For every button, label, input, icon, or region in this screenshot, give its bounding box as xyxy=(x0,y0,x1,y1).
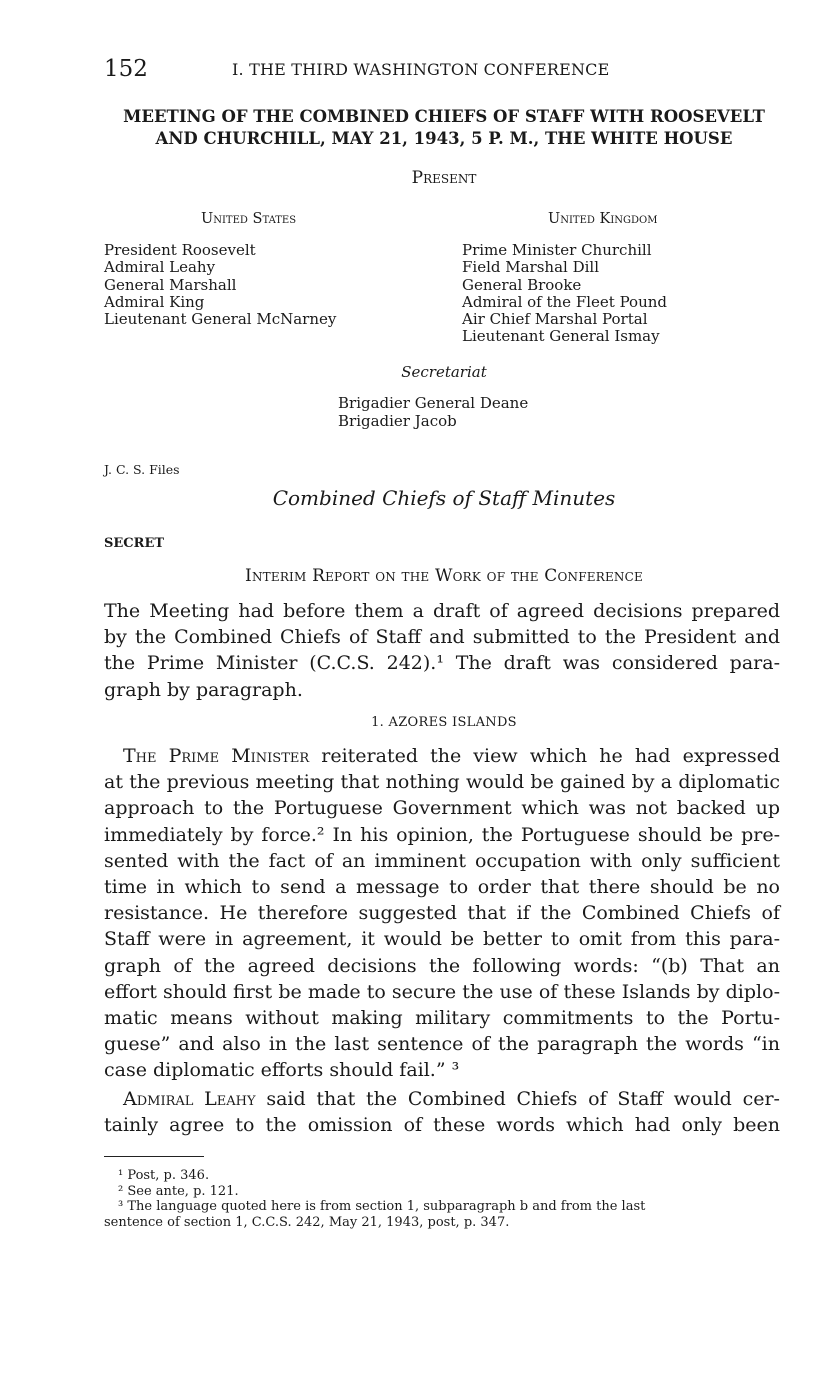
paragraph-prime-minister xyxy=(104,743,780,1084)
text-line: effort should first be made to secure the use of these Islands by diplo- xyxy=(104,980,780,1003)
source-note: J. C. S. Files xyxy=(104,462,180,477)
secretariat-name: Brigadier General Deane xyxy=(338,394,529,412)
text-line: graph by paragraph. xyxy=(104,678,303,701)
text-line: sented with the fact of an imminent occupation with only sufficient xyxy=(104,849,780,872)
text-line: by the Combined Chiefs of Staff and submitted to the President and xyxy=(104,626,780,649)
footnote-continuation: sentence of section 1, C.C.S. 242, May 21, 1943, post, p. 347. xyxy=(104,1214,510,1230)
attendee-name: Field Marshal Dill xyxy=(462,258,600,277)
secretariat-members xyxy=(338,394,528,430)
text-line: at the previous meeting that nothing would be gained by a diplomatic xyxy=(104,771,780,794)
attendee-name: President Roosevelt xyxy=(104,241,256,259)
text-fragment: said that the Combined Chiefs of Staff would cer- xyxy=(255,1088,780,1110)
footnote-divider xyxy=(104,1156,204,1157)
text-line xyxy=(104,1086,780,1112)
text-line: tainly agree to the omission of these words which had only been xyxy=(104,1114,780,1137)
footnote: ³ The language quoted here is from section 1, subparagraph b and from the last xyxy=(118,1199,646,1214)
text-line: time in which to send a message to order that there should be no xyxy=(104,876,780,899)
footnotes xyxy=(104,1168,784,1230)
running-head: I. THE THIRD WASHINGTON CONFERENCE xyxy=(232,60,610,79)
text-line xyxy=(104,743,780,769)
text-fragment: reiterated the view which he had expressed xyxy=(309,745,780,767)
text-line: case diplomatic efforts should fail.” ³ xyxy=(104,1059,460,1082)
attendee-name: General Brooke xyxy=(462,275,582,294)
text-line: graph of the agreed decisions the following words: “(b) That an xyxy=(104,954,780,977)
speaker-name: The Prime Minister xyxy=(123,745,310,767)
text-line: resistance. He therefore suggested that if the Combined Chiefs of xyxy=(104,902,780,925)
report-heading: Interim Report on the Work of the Conference xyxy=(245,566,643,586)
text-line: Staff were in agreement, it would be better to omit from this para- xyxy=(104,928,780,951)
attendee-name: Admiral Leahy xyxy=(104,258,216,277)
text-line: approach to the Portuguese Government which was not backed up xyxy=(104,797,780,820)
united-states-attendees xyxy=(104,242,336,328)
footnote: ² See ante, p. 121. xyxy=(118,1183,239,1199)
attendee-name: Lieutenant General McNarney xyxy=(104,310,337,329)
document-title: Combined Chiefs of Staff Minutes xyxy=(272,486,616,510)
attendee-name: Prime Minister Churchill xyxy=(462,241,652,259)
attendee-name: Lieutenant General Ismay xyxy=(462,327,660,346)
classification-label: SECRET xyxy=(104,536,165,551)
text-line: The Meeting had before them a draft of agreed decisions prepared xyxy=(104,600,780,622)
meeting-title-line: MEETING OF THE COMBINED CHIEFS OF STAFF WITH ROOSEVELT xyxy=(123,107,765,126)
speaker-name: Admiral Leahy xyxy=(123,1088,256,1110)
meeting-title-line: AND CHURCHILL, MAY 21, 1943, 5 P. M., THE WHITE HOUSE xyxy=(155,129,733,148)
meeting-title xyxy=(104,106,784,150)
united-kingdom-heading: United Kingdom xyxy=(548,211,658,227)
secretariat-name: Brigadier Jacob xyxy=(338,412,457,430)
paragraph-intro xyxy=(104,598,780,703)
attendee-name: Air Chief Marshal Portal xyxy=(462,310,648,329)
attendee-name: Admiral King xyxy=(104,292,205,311)
text-line: the Prime Minister (C.C.S. 242).¹ The draft was considered para- xyxy=(104,652,780,675)
text-line: matic means without making military commitments to the Portu- xyxy=(104,1007,780,1030)
section-heading: 1. AZORES ISLANDS xyxy=(371,715,517,730)
united-states-heading: United States xyxy=(201,211,297,227)
united-kingdom-attendees xyxy=(462,242,667,346)
text-line: guese” and also in the last sentence of the paragraph the words “in xyxy=(104,1033,780,1056)
paragraph-leahy xyxy=(104,1086,780,1138)
page-number: 152 xyxy=(104,56,148,82)
secretariat-heading: Secretariat xyxy=(401,363,487,381)
footnote: ¹ Post, p. 346. xyxy=(118,1168,210,1183)
attendee-name: General Marshall xyxy=(104,275,237,294)
text-line: immediately by force.² In his opinion, the Portuguese should be pre- xyxy=(104,823,780,846)
present-heading: Present xyxy=(411,168,477,188)
attendee-name: Admiral of the Fleet Pound xyxy=(462,292,668,311)
